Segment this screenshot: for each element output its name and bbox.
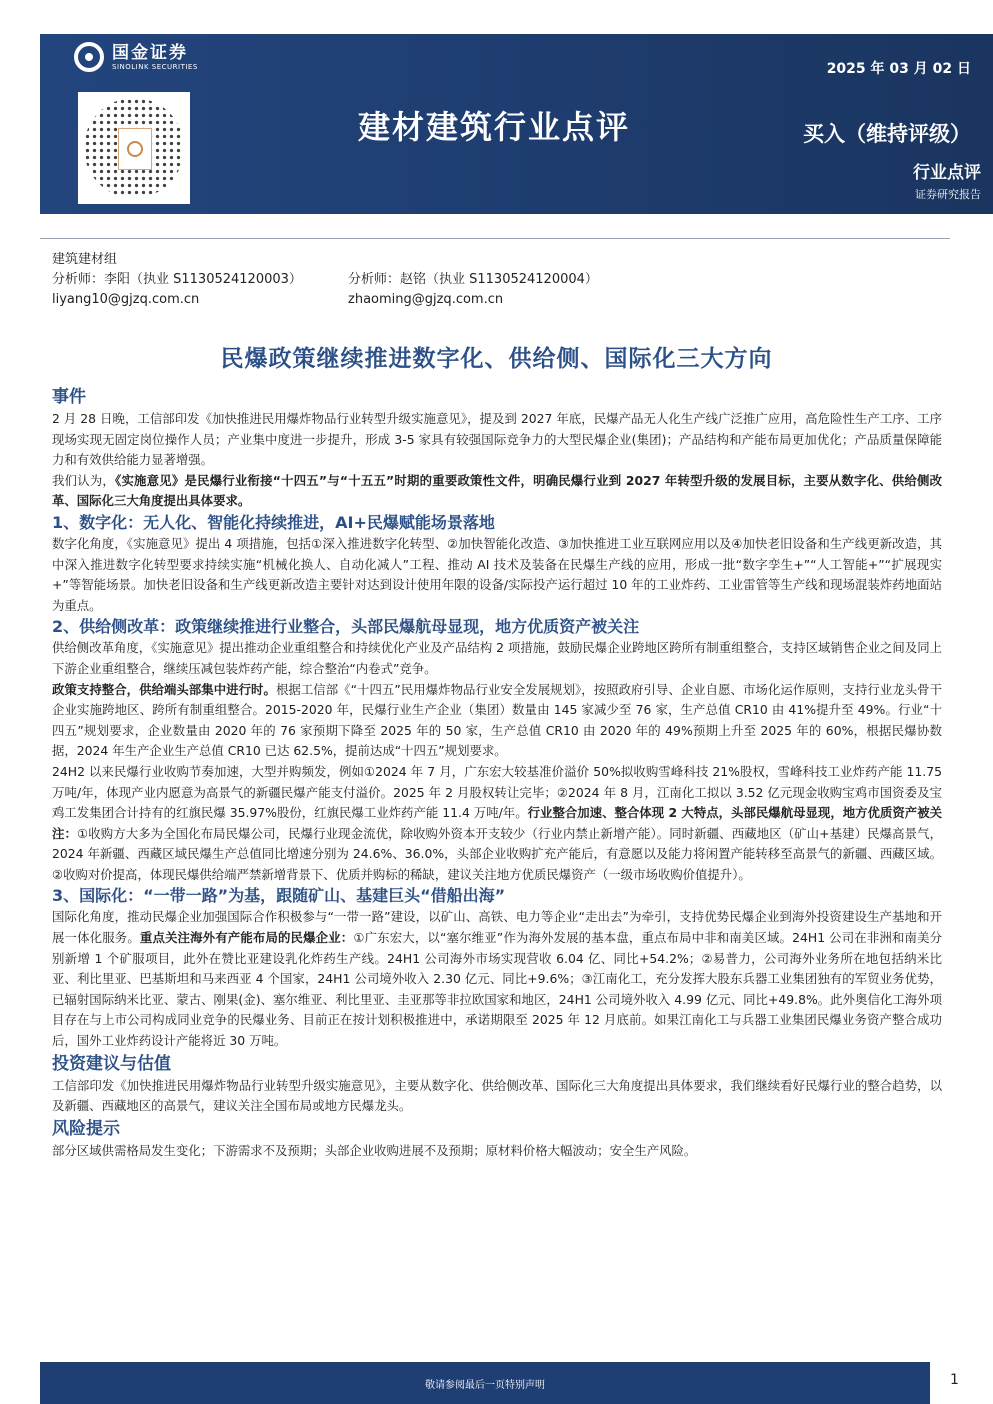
footer-bar [40, 1362, 930, 1404]
report-body [52, 385, 942, 1161]
author-block [52, 250, 598, 310]
investment-paragraph: 工信部印发《加快推进民用爆炸物品行业转型升级实施意见》，主要从数字化、供给侧改革、国际化三大角度提出具体要求，我们继续看好民爆行业的整合趋势，以及新疆、西藏地区的高景气，建议关注全国布局或地方民爆龙头。 [52, 1077, 942, 1114]
event-paragraph-2: 我们认为，《实施意见》是民爆行业衔接“十四五”与“十五五”时期的重要政策性文件，明确民爆行业到 2027 年转型升级的发展目标，主要从数字化、供给侧改革、国际化三大角度提出具体要求。 [52, 472, 943, 509]
event-paragraph-1: 2 月 28 日晚，工信部印发《加快推进民用爆炸物品行业转型升级实施意见》，提及到 2027 年底，民爆产品无人化生产线广泛推广应用，高危险性生产工序、工序现场实现无固定岗位操作人员；产业集中度进一步提升，形成 3-5 家具有较强国际竞争力的大型民爆企业(集团)；产品结构和产能布局更加优化；产品质量保障能力和有效供给能力显著增强。 [52, 411, 942, 468]
section-heading-supply-side: 2、供给侧改革：政策继续推进行业整合，头部民爆航母显现，地方优质资产被关注 [52, 617, 640, 637]
header-divider [40, 238, 950, 239]
analyst-2-email[interactable]: zhaoming@gjzq.com.cn [348, 292, 504, 307]
supply-side-paragraph-1: 供给侧改革角度，《实施意见》提出推动企业重组整合和持续优化产业及产品结构 2 项措施，鼓励民爆企业跨地区跨所有制重组整合，支持区域销售企业之间及同上下游企业重组整合，继续压减包装炸药产能，综合整治“内卷式”竞争。 [52, 640, 942, 676]
section-heading-event: 事件 [52, 387, 86, 407]
page-title: 民爆政策继续推进数字化、供给侧、国际化三大方向 [220, 346, 773, 372]
qr-code-icon [78, 92, 190, 204]
section-heading-digitalization: 1、数字化：无人化、智能化持续推进，AI+民爆赋能场景落地 [52, 512, 495, 532]
analyst-1: 分析师：李阳（执业 S1130524120003） [52, 272, 302, 287]
report-date: 2025 年 03 月 02 日 [826, 61, 971, 77]
digitalization-paragraph: 数字化角度，《实施意见》提出 4 项措施，包括①深入推进数字化转型、②加快智能化改造、③加快推进工业互联网应用以及④加快老旧设备和生产线更新改造，其中深入推进数字化转型要求持续实施“机械化换人、自动化减人”工程、推动 AI 技术及装备在民爆生产线的应用，形成一批“数字孪生+”“人工智能+”“扩展现实+”等智能场景。加快老旧设备和生产线更新改造主要针对达到设计使用年限的设备/实际投产运行超过 10 年的工业炸药、工业雷管等生产线和现场混装炸药地面站为重点。 [52, 535, 942, 613]
supply-side-paragraph-3: 24H2 以来民爆行业收购节奏加速，大型并购频发，例如①2024 年 7 月，广东宏大较基准价溢价 50%拟收购雪峰科技 21%股权，雪峰科技工业炸药产能 11.75 万吨/年，体现产业内愿意为高景气的新疆民爆产能支付溢价。2025 年 2 月股权转让完毕；②2024 年 8 月，江南化工拟以 3.52 亿元现金收购宝鸡市国资委及宝鸡工发集团合计持有的红旗民爆 35.97%股份，红旗民爆工业炸药产能 11.4 万吨/年。行业整合加速、整合体现 2 大特点，头部民爆航母显现，地方优质资产被关注：①收购方大多为全国化布局民爆公司，民爆行业现金流优，除收购外资本开支较少（行业内禁止新增产能）。同时新疆、西藏地区（矿山+基建）民爆高景气，2024 年新疆、西藏区域民爆生产总值同比增速分别为 24.6%、36.0%，头部企业收购扩充产能后，有意愿以及能力将闲置产能转移至高景气的新疆、西藏区域。②收购对价提高，体现民爆供给端严禁新增背景下、优质并购标的稀缺，建议关注地方优质民爆资产（一级市场收购价值提升）。 [52, 763, 943, 882]
section-heading-internationalization: 3、国际化：“一带一路”为基，跟随矿山、基建巨头“借船出海” [52, 886, 506, 906]
report-type: 行业点评 [913, 163, 981, 183]
rating-badge: 买入（维持评级） [803, 122, 971, 146]
logo-name-en: SINOLINK SECURITIES [112, 62, 198, 71]
company-logo [74, 42, 198, 72]
risk-paragraph: 部分区域供需格局发生变化；下游需求不及预期；头部企业收购进展不及预期；原材料价格大幅波动；安全生产风险。 [52, 1142, 697, 1158]
page-number: 1 [950, 1372, 959, 1388]
footer-disclaimer[interactable]: 敬请参阅最后一页特别声明 [425, 1379, 545, 1391]
report-subtype: 证券研究报告 [915, 188, 981, 201]
analyst-1-email[interactable]: liyang10@gjzq.com.cn [52, 292, 200, 307]
report-sector-title: 建材建筑行业点评 [358, 108, 631, 146]
section-heading-investment: 投资建议与估值 [52, 1053, 171, 1074]
header-banner [40, 34, 993, 214]
analyst-2: 分析师：赵铭（执业 S1130524120004） [348, 272, 598, 287]
supply-side-paragraph-2: 政策支持整合，供给端头部集中进行时。根据工信部《“十四五”民用爆炸物品行业安全发展规划》，按照政府引导、企业自愿、市场化运作原则，支持行业龙头骨干企业实施跨地区、跨所有制重组整合。2015-2020 年，民爆行业生产企业（集团）数量由 145 家减少至 76 家，生产总值 CR10 由 41%提升至 49%。行业“十四五”规划要求，企业数量由 2020 年的 76 家预期下降至 2025 年的 50 家，生产总值 CR10 由 2020 年的 49%预期上升至 2025 年的 60%，根据民爆协数据，2024 年生产企业生产总值 CR10 已达 62.5%，提前达成“十四五”规划要求。 [52, 681, 942, 759]
logo-mark-icon [74, 42, 104, 72]
section-heading-risk: 风险提示 [52, 1118, 120, 1139]
logo-name-cn: 国金证券 [112, 42, 188, 63]
research-group: 建筑建材组 [52, 252, 118, 267]
internationalization-paragraph: 国际化角度，推动民爆企业加强国际合作积极参与“一带一路”建设，以矿山、高铁、电力等企业“走出去”为牵引，支持优势民爆企业到海外投资建设生产基地和开展一体化服务。重点关注海外有产能布局的民爆企业：①广东宏大，以“塞尔维亚”作为海外发展的基本盘，重点布局中非和南美区域。24H1 公司在非洲和南美分别新增 1 个矿服项目，此外在赞比亚建设乳化炸药生产线。24H1 公司海外市场实现营收 6.04 亿、同比+54.2%；②易普力，公司海外业务所在地包括纳米比亚、利比里亚、巴基斯坦和马来西亚 4 个国家，24H1 公司境外收入 2.30 亿元、同比+9.6%；③江南化工，充分发挥大股东兵器工业集团独有的军贸业务优势，已辐射国际纳米比亚、蒙古、刚果(金)、塞尔维亚、利比里亚、圭亚那等非拉欧国家和地区，24H1 公司境外收入 4.99 亿元、同比+49.8%。此外奥信化工海外项目存在与上市公司构成同业竞争的民爆业务、目前正在按计划积极推进中，承诺期限至 2025 年 12 月底前。如果江南化工与兵器工业集团民爆业务资产整合成功后，国外工业炸药设计产能将近 30 万吨。 [52, 909, 943, 1049]
